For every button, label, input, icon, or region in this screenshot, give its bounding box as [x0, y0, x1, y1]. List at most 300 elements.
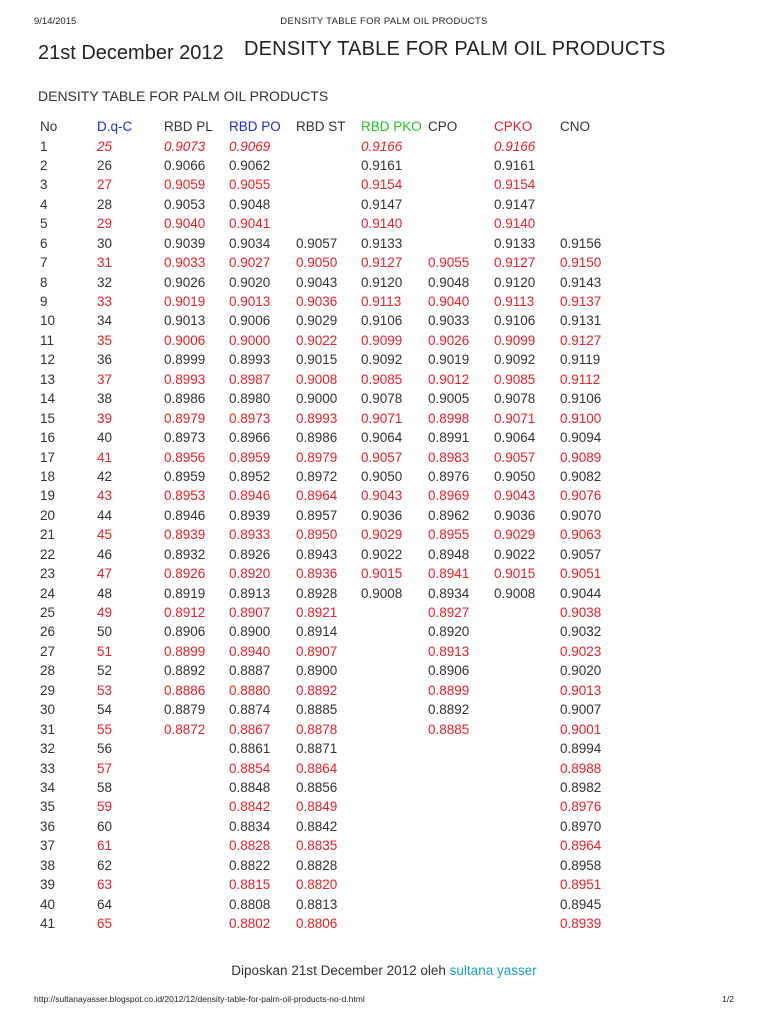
table-row	[0, 720, 768, 739]
table-cell: 0.8946	[164, 507, 206, 523]
table-cell: 0.9022	[296, 332, 338, 348]
table-cell: 10	[40, 313, 56, 329]
table-cell: 0.8993	[164, 371, 206, 387]
table-cell: 58	[97, 779, 113, 795]
table-cell: 0.8913	[229, 585, 271, 601]
table-cell: 0.9147	[361, 196, 403, 212]
print-doc-title: DENSITY TABLE FOR PALM OIL PRODUCTS	[280, 16, 488, 27]
table-cell: 0.8835	[296, 838, 338, 854]
column-header: RBD PKO	[361, 119, 422, 134]
table-cell: 0.9043	[494, 488, 536, 504]
table-row	[0, 311, 768, 330]
table-cell: 0.8964	[296, 488, 338, 504]
table-cell: 0.8906	[164, 624, 206, 640]
table-cell: 0.9050	[494, 468, 536, 484]
table-cell: 0.9000	[296, 391, 338, 407]
table-cell: 0.8998	[428, 410, 470, 426]
table-cell: 15	[40, 410, 56, 426]
table-row	[0, 778, 768, 797]
table-cell: 0.8907	[229, 605, 271, 620]
table-cell: 0.8999	[164, 352, 206, 368]
table-cell: 30	[97, 235, 113, 251]
table-cell: 56	[97, 741, 113, 757]
table-row	[0, 914, 768, 933]
table-cell: 0.9127	[494, 255, 536, 271]
table-cell: 0.9015	[361, 566, 403, 582]
table-cell: 0.9007	[560, 702, 602, 718]
table-cell: 0.8842	[229, 799, 271, 815]
table-cell: 0.9055	[428, 255, 470, 271]
table-cell: 0.9131	[560, 313, 602, 329]
table-cell: 0.8879	[164, 702, 206, 718]
table-cell: 36	[97, 352, 113, 368]
table-cell: 28	[40, 663, 56, 679]
table-row	[0, 350, 768, 369]
table-cell: 0.9066	[164, 157, 206, 173]
table-cell: 25	[97, 138, 113, 154]
table-cell: 0.8986	[296, 430, 338, 446]
table-cell: 0.9059	[164, 177, 206, 193]
table-cell: 0.8958	[560, 857, 602, 873]
table-cell: 34	[40, 779, 56, 795]
posted-prefix: Diposkan 21st December 2012 oleh	[231, 963, 450, 978]
table-cell: 0.8848	[229, 779, 271, 795]
table-cell: 44	[97, 507, 113, 523]
table-row	[0, 817, 768, 836]
table-cell: 25	[40, 605, 56, 620]
table-cell: 0.9064	[494, 430, 536, 446]
table-cell: 27	[40, 643, 56, 659]
table-cell: 53	[97, 682, 113, 698]
table-cell: 0.8980	[229, 391, 271, 407]
table-cell: 0.9057	[361, 449, 403, 465]
posted-line	[0, 963, 768, 978]
table-cell: 0.9070	[560, 507, 602, 523]
table-cell: 0.9033	[428, 313, 470, 329]
table-cell: 0.9036	[296, 294, 338, 309]
table-cell: 0.8936	[296, 566, 338, 582]
table-cell: 0.9019	[428, 352, 470, 368]
table-cell: 0.8871	[296, 741, 338, 757]
table-cell: 0.9071	[361, 410, 403, 426]
column-header: RBD PO	[229, 119, 281, 134]
table-cell: 0.8939	[164, 527, 206, 543]
post-date: 21st December 2012	[38, 42, 224, 64]
table-cell: 48	[97, 585, 113, 601]
table-cell: 7	[40, 255, 48, 271]
table-row	[0, 895, 768, 914]
table-cell: 35	[97, 332, 113, 348]
table-cell: 0.8806	[296, 916, 338, 931]
table-cell: 0.9071	[494, 410, 536, 426]
table-cell: 26	[40, 624, 56, 640]
table-cell: 0.9057	[560, 546, 602, 562]
table-cell: 0.8899	[428, 682, 470, 698]
table-cell: 0.8867	[229, 721, 271, 737]
table-row	[0, 681, 768, 700]
table-cell: 0.8946	[229, 488, 271, 504]
table-cell: 0.9013	[164, 313, 206, 329]
table-cell: 0.8926	[164, 566, 206, 582]
table-cell: 0.9055	[229, 177, 271, 193]
table-cell: 0.9020	[560, 663, 602, 679]
table-cell: 0.9140	[361, 216, 403, 232]
table-cell: 24	[40, 585, 56, 601]
table-cell: 0.8856	[296, 779, 338, 795]
column-header: RBD ST	[296, 119, 346, 134]
table-cell: 27	[97, 177, 113, 193]
table-cell: 0.8921	[296, 605, 338, 620]
table-row	[0, 273, 768, 292]
table-row	[0, 331, 768, 350]
table-cell: 0.9092	[361, 352, 403, 368]
table-cell: 0.9133	[494, 235, 536, 251]
page-number: 1/2	[722, 994, 734, 1004]
table-row	[0, 156, 768, 175]
table-cell: 0.9150	[560, 255, 602, 271]
table-row	[0, 370, 768, 389]
column-header: No	[40, 119, 58, 134]
table-cell: 0.8976	[560, 799, 602, 815]
table-cell: 0.9099	[494, 332, 536, 348]
table-cell: 5	[40, 216, 48, 232]
table-cell: 0.8951	[560, 877, 602, 893]
table-cell: 0.9013	[560, 682, 602, 698]
table-cell: 62	[97, 857, 113, 873]
table-cell: 22	[40, 546, 56, 562]
table-cell: 0.8957	[296, 507, 338, 523]
table-cell: 0.9053	[164, 196, 206, 212]
table-row	[0, 700, 768, 719]
table-cell: 0.9140	[494, 216, 536, 232]
table-cell: 0.9078	[361, 391, 403, 407]
table-cell: 0.9027	[229, 255, 271, 271]
table-cell: 0.8849	[296, 799, 338, 815]
table-cell: 40	[40, 896, 56, 912]
table-cell: 0.8945	[560, 896, 602, 912]
table-cell: 9	[40, 294, 48, 309]
table-cell: 0.9127	[560, 332, 602, 348]
table-subtitle: DENSITY TABLE FOR PALM OIL PRODUCTS	[38, 88, 329, 104]
table-cell: 0.8864	[296, 760, 338, 776]
table-cell: 0.9029	[361, 527, 403, 543]
table-cell: 0.8994	[560, 741, 602, 757]
table-cell: 29	[97, 216, 113, 232]
table-cell: 0.9022	[494, 546, 536, 562]
table-cell: 0.9015	[494, 566, 536, 582]
table-cell: 45	[97, 527, 113, 543]
print-header	[34, 16, 734, 30]
table-cell: 16	[40, 430, 56, 446]
table-cell: 49	[97, 605, 113, 620]
table-cell: 0.9085	[361, 371, 403, 387]
table-cell: 0.9008	[361, 585, 403, 601]
table-cell: 1	[40, 138, 48, 154]
table-cell: 0.8861	[229, 741, 271, 757]
table-cell: 0.8955	[428, 527, 470, 543]
table-cell: 37	[40, 838, 56, 854]
table-cell: 0.8940	[229, 643, 271, 659]
table-cell: 29	[40, 682, 56, 698]
table-row	[0, 759, 768, 778]
table-cell: 0.8962	[428, 507, 470, 523]
table-cell: 47	[97, 566, 113, 582]
table-cell: 0.9005	[428, 391, 470, 407]
table-cell: 40	[97, 430, 113, 446]
density-table	[0, 117, 768, 933]
table-row	[0, 875, 768, 894]
table-cell: 0.9057	[296, 235, 338, 251]
table-row	[0, 448, 768, 467]
table-cell: 0.8886	[164, 682, 206, 698]
table-row	[0, 642, 768, 661]
table-cell: 0.8932	[164, 546, 206, 562]
table-cell: 0.9001	[560, 721, 602, 737]
table-cell: 0.9040	[428, 294, 470, 309]
table-cell: 31	[97, 255, 113, 271]
table-cell: 0.9000	[229, 332, 271, 348]
table-cell: 0.8993	[296, 410, 338, 426]
table-cell: 0.9023	[560, 643, 602, 659]
table-cell: 0.9113	[494, 294, 535, 309]
table-cell: 0.8956	[164, 449, 206, 465]
table-row	[0, 409, 768, 428]
table-row	[0, 661, 768, 680]
table-cell: 41	[97, 449, 113, 465]
table-cell: 0.9076	[560, 488, 602, 504]
table-cell: 0.8892	[164, 663, 206, 679]
table-cell: 0.9020	[229, 274, 271, 290]
table-cell: 0.8973	[164, 430, 206, 446]
table-cell: 0.8964	[560, 838, 602, 854]
table-cell: 0.9044	[560, 585, 602, 601]
table-cell: 0.8828	[296, 857, 338, 873]
table-cell: 0.8969	[428, 488, 470, 504]
table-cell: 0.9112	[560, 371, 601, 387]
table-cell: 0.9048	[428, 274, 470, 290]
table-cell: 0.8950	[296, 527, 338, 543]
table-cell: 0.8927	[428, 605, 470, 620]
table-cell: 0.8943	[296, 546, 338, 562]
table-cell: 6	[40, 235, 48, 251]
table-cell: 0.9154	[494, 177, 536, 193]
table-cell: 14	[40, 391, 56, 407]
table-cell: 0.9026	[164, 274, 206, 290]
table-cell: 0.9033	[164, 255, 206, 271]
table-cell: 0.8808	[229, 896, 271, 912]
table-row	[0, 175, 768, 194]
table-cell: 0.9008	[296, 371, 338, 387]
table-cell: 0.8813	[296, 896, 338, 912]
table-cell: 0.8802	[229, 916, 271, 931]
table-cell: 0.8880	[229, 682, 271, 698]
table-cell: 0.9006	[229, 313, 271, 329]
table-cell: 42	[97, 468, 113, 484]
table-cell: 19	[40, 488, 56, 504]
table-cell: 0.9073	[164, 138, 206, 154]
table-cell: 32	[40, 741, 56, 757]
table-row	[0, 486, 768, 505]
table-cell: 0.8959	[229, 449, 271, 465]
table-cell: 21	[40, 527, 56, 543]
table-cell: 2	[40, 157, 48, 173]
table-cell: 0.9029	[296, 313, 338, 329]
table-cell: 0.9161	[494, 157, 536, 173]
table-cell: 51	[97, 643, 113, 659]
post-title: DENSITY TABLE FOR PALM OIL PRODUCTS	[244, 38, 666, 60]
table-cell: 0.9013	[229, 294, 271, 309]
table-cell: 0.9100	[560, 410, 602, 426]
column-header: RBD PL	[164, 119, 213, 134]
table-cell: 0.8887	[229, 663, 271, 679]
table-row	[0, 564, 768, 583]
table-cell: 43	[97, 488, 113, 504]
table-cell: 0.8934	[428, 585, 470, 601]
column-header: D.q-C	[97, 119, 133, 134]
table-cell: 52	[97, 663, 113, 679]
table-row	[0, 622, 768, 641]
column-header: CPKO	[494, 119, 533, 134]
table-cell: 0.8914	[296, 624, 338, 640]
table-cell: 0.8976	[428, 468, 470, 484]
table-cell: 0.9161	[361, 157, 403, 173]
table-cell: 0.9120	[361, 274, 403, 290]
table-cell: 0.9106	[361, 313, 403, 329]
column-header: CNO	[560, 119, 590, 134]
table-cell: 0.9147	[494, 196, 536, 212]
table-cell: 0.8920	[428, 624, 470, 640]
table-cell: 0.9034	[229, 235, 271, 251]
table-cell: 0.9062	[229, 157, 271, 173]
table-cell: 64	[97, 896, 113, 912]
table-cell: 0.9154	[361, 177, 403, 193]
table-row	[0, 739, 768, 758]
table-cell: 0.9094	[560, 430, 602, 446]
table-cell: 0.9012	[428, 371, 470, 387]
table-cell: 0.9085	[494, 371, 536, 387]
table-cell: 0.8926	[229, 546, 271, 562]
table-cell: 0.8820	[296, 877, 338, 893]
table-cell: 33	[40, 760, 56, 776]
table-cell: 0.9119	[560, 352, 601, 368]
table-cell: 0.9113	[361, 294, 402, 309]
table-cell: 57	[97, 760, 113, 776]
table-cell: 0.8920	[229, 566, 271, 582]
table-cell: 0.9051	[560, 566, 602, 582]
table-cell: 0.8885	[296, 702, 338, 718]
table-cell: 0.8892	[428, 702, 470, 718]
table-cell: 0.9019	[164, 294, 206, 309]
table-cell: 0.8939	[560, 916, 602, 931]
table-cell: 0.9029	[494, 527, 536, 543]
table-cell: 0.8939	[229, 507, 271, 523]
table-cell: 4	[40, 196, 48, 212]
author-link[interactable]: sultana yasser	[449, 963, 537, 978]
table-cell: 0.9082	[560, 468, 602, 484]
table-cell: 0.9036	[361, 507, 403, 523]
table-cell: 65	[97, 916, 113, 931]
table-cell: 59	[97, 799, 113, 815]
table-cell: 0.9057	[494, 449, 536, 465]
table-cell: 0.8979	[296, 449, 338, 465]
table-cell: 0.8907	[296, 643, 338, 659]
table-cell: 39	[40, 877, 56, 893]
table-cell: 0.8815	[229, 877, 271, 893]
table-cell: 0.8973	[229, 410, 271, 426]
table-cell: 0.9089	[560, 449, 602, 465]
table-cell: 0.8991	[428, 430, 470, 446]
table-row	[0, 856, 768, 875]
table-cell: 0.8959	[164, 468, 206, 484]
table-cell: 0.8872	[164, 721, 206, 737]
table-cell: 0.8854	[229, 760, 271, 776]
table-cell: 39	[97, 410, 113, 426]
table-cell: 0.8822	[229, 857, 271, 873]
table-cell: 0.8900	[229, 624, 271, 640]
table-cell: 0.9092	[494, 352, 536, 368]
table-cell: 26	[97, 157, 113, 173]
table-cell: 0.9156	[560, 235, 602, 251]
table-cell: 0.8885	[428, 721, 470, 737]
table-cell: 0.8988	[560, 760, 602, 776]
table-cell: 61	[97, 838, 113, 854]
table-cell: 0.9166	[361, 138, 403, 154]
table-cell: 20	[40, 507, 56, 523]
table-cell: 37	[97, 371, 113, 387]
table-cell: 0.8933	[229, 527, 271, 543]
table-cell: 32	[97, 274, 113, 290]
table-cell: 8	[40, 274, 48, 290]
table-cell: 0.9063	[560, 527, 602, 543]
table-cell: 17	[40, 449, 56, 465]
table-row	[0, 214, 768, 233]
table-cell: 33	[97, 294, 113, 309]
table-cell: 38	[97, 391, 113, 407]
table-cell: 0.9069	[229, 138, 271, 154]
column-header: CPO	[428, 119, 458, 134]
table-cell: 0.8899	[164, 643, 206, 659]
table-cell: 0.8952	[229, 468, 271, 484]
table-cell: 0.9050	[361, 468, 403, 484]
table-cell: 0.9137	[560, 294, 602, 309]
table-cell: 30	[40, 702, 56, 718]
table-cell: 60	[97, 818, 113, 834]
table-cell: 0.8906	[428, 663, 470, 679]
table-cell: 0.8986	[164, 391, 206, 407]
table-row	[0, 506, 768, 525]
table-row	[0, 292, 768, 311]
table-row	[0, 195, 768, 214]
table-cell: 50	[97, 624, 113, 640]
table-cell: 3	[40, 177, 48, 193]
table-row	[0, 797, 768, 816]
table-cell: 0.8892	[296, 682, 338, 698]
table-row	[0, 389, 768, 408]
table-row	[0, 603, 768, 622]
table-cell: 0.8919	[164, 585, 206, 601]
table-cell: 0.9120	[494, 274, 536, 290]
table-cell: 0.8987	[229, 371, 271, 387]
table-cell: 0.8966	[229, 430, 271, 446]
table-cell: 0.9022	[361, 546, 403, 562]
table-row	[0, 137, 768, 156]
table-row	[0, 467, 768, 486]
table-cell: 0.9166	[494, 138, 536, 154]
table-cell: 0.9099	[361, 332, 403, 348]
table-cell: 0.8900	[296, 663, 338, 679]
table-cell: 0.8834	[229, 818, 271, 834]
table-row	[0, 525, 768, 544]
